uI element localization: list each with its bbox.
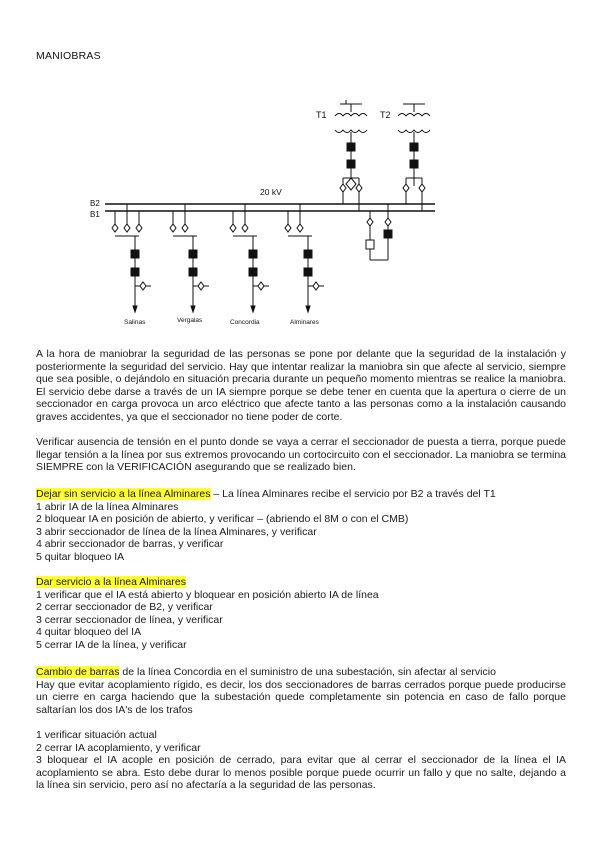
list-item: 1 verificar situación actual [36,728,157,741]
list-item: 2 cerrar IA acoplamiento, y verificar [36,741,201,754]
transformer-t1 [335,100,367,211]
label-b1: B1 [90,210,100,219]
list-item: 5 quitar bloqueo IA [36,550,125,563]
feeder-salinas [112,204,151,312]
list-item: 2 bloquear IA en posición de abierto, y verificar – (abriendo el 8M o con el CMB) [36,513,409,526]
label-t1: T1 [316,110,327,120]
feeder-alminares [285,204,324,312]
label-feeder: Alminares [290,319,319,326]
list-item: 1 verificar que el IA está abierto y bloquear en posición abierto IA de línea [36,588,379,601]
section-1-heading-rest: – La línea Alminares recibe el servicio por B2 a través del T1 [210,488,496,500]
label-voltage: 20 kV [260,187,282,197]
list-item: 4 quitar bloqueo del IA [36,626,142,639]
label-feeder: Vergalas [177,317,203,324]
list-item: 1 abrir IA de la línea Alminares [36,500,179,513]
feeder-vergalas [170,204,209,312]
section-3 [36,666,566,792]
list-item: 4 abrir seccionador de barras, y verificar [36,538,224,551]
list-item: 3 bloquear el IA acople en posición de cerrado, para evitar que al cerrar el seccionador de la línea el IA acoplamiento se abra. Esto debe durar lo menos posible porque puede ocurrir un fallo y que no salte, dejando a la línea sin servicio, pero así no afectaría a la seguridad de las personas. [36,754,566,792]
feeder-concordia [230,204,269,312]
bus-coupler [366,204,392,260]
page-title: MANIOBRAS [36,50,101,62]
section-3-paragraph: Hay que evitar acoplamiento rígido, es decir, los dos seccionadores de barras cerrados porque puede producirse un cierre en carga haciendo que la subestación quede completamente sin potencia en caso de fallo porque saltarían los dos IA's de los trafos [36,678,566,716]
label-t2: T2 [380,110,391,120]
list-item: 2 cerrar seccionador de B2, y verificar [36,601,213,614]
transformer-t2 [398,104,430,211]
list-item: 3 abrir seccionador de línea de la línea Alminares, y verificar [36,525,317,538]
single-line-diagram [80,100,450,332]
section-2 [36,576,566,652]
intro-paragraph-2: Verificar ausencia de tensión en el punto donde se vaya a cerrar el seccionador de puesta a tierra, porque puede llegar tensión a la línea por sus extremos provocando un cortocircuito con el seccionador. La maniobra se termina SIEMPRE con la VERIFICACIÓN asegurando que se realizado bien. [36,436,566,474]
label-b2: B2 [90,199,100,208]
section-1 [36,488,566,564]
section-1-heading: Dejar sin servicio a la línea Alminares [36,488,211,500]
section-3-heading: Cambio de barras [36,666,120,678]
section-3-heading-rest: de la línea Concordia en el suministro de una subestación, sin afectar al servicio [119,666,496,678]
section-2-heading: Dar servicio a la línea Alminares [36,576,186,588]
label-feeder: Concordia [230,319,260,326]
label-feeder: Salinas [124,319,146,326]
intro-paragraph-1: A la hora de maniobrar la seguridad de las personas se pone por delante que la seguridad de la instalación y posteriormente la seguridad del servicio. Hay que intentar realizar la maniobra sin que afecte al servicio, siempre que sea posible, o dejándolo en situación precaria durante un pequeño momento mientras se realice la maniobra. El servicio debe darse a través de un IA siempre porque se debe tener en cuenta que la apertura o cierre de un seccionador en carga provoca un arco eléctrico que afecte tanto a las personas como a la instalación causando graves accidentes, ya que el seccionador no tiene poder de corte. [36,348,566,423]
list-item: 3 cerrar seccionador de línea, y verificar [36,613,223,626]
list-item: 5 cerrar IA de la línea, y verificar [36,638,187,651]
